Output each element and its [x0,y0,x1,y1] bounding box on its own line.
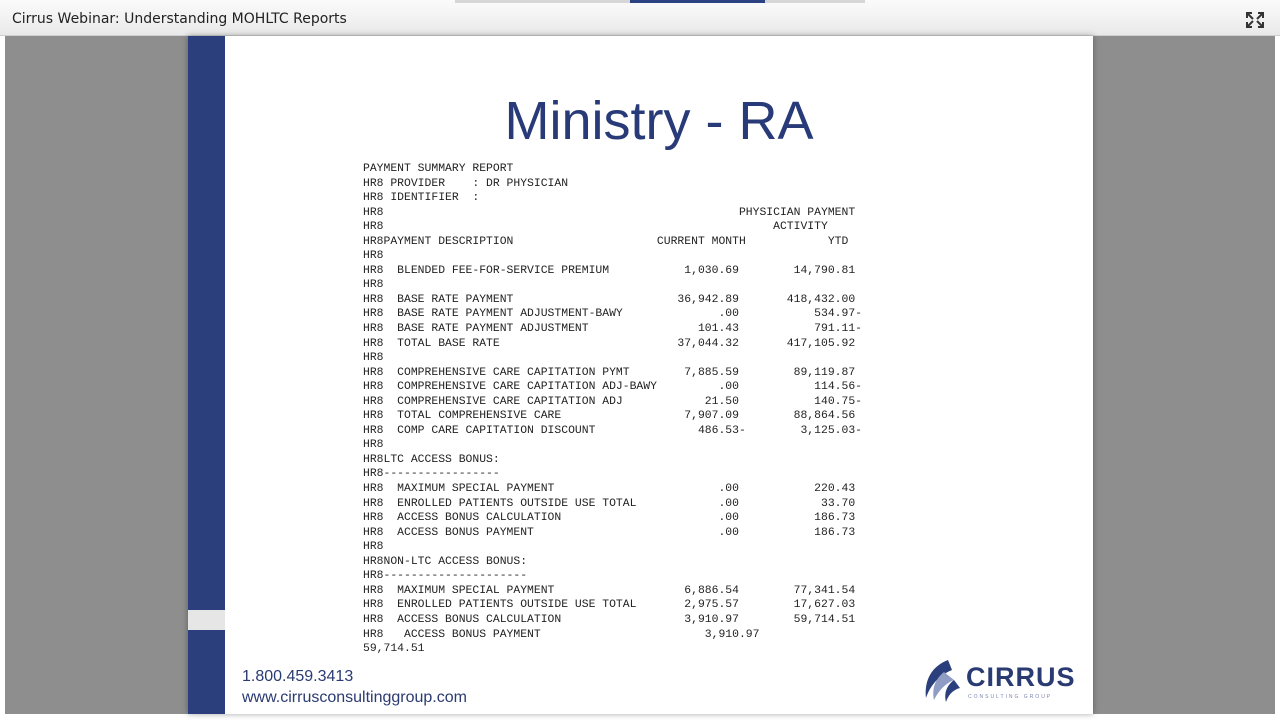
cirrus-logo [918,656,1078,706]
window-titlebar [0,0,1280,36]
report-line: HR8 PROVIDER : DR PHYSICIAN [363,177,569,190]
report-line: HR8 TOTAL BASE RATE 37,044.32 417,105.92 [363,337,856,350]
report-line: HR8NON-LTC ACCESS BONUS: [363,555,528,568]
report-line: HR8 ACCESS BONUS CALCULATION 3,910.97 59,714.51 [363,613,856,626]
report-line: HR8 BASE RATE PAYMENT 36,942.89 418,432.00 [363,293,856,306]
report-line: HR8 COMP CARE CAPITATION DISCOUNT 486.53- 3,125.03- [363,424,862,437]
report-line: HR8 BASE RATE PAYMENT ADJUSTMENT 101.43 791.11- [363,323,862,336]
footer-url: www.cirrusconsultinggroup.com [242,689,467,706]
report-line: HR8 IDENTIFIER : [363,192,480,205]
payment-summary-report [363,162,862,657]
logo-tagline: CONSULTING GROUP [968,694,1053,700]
report-line: HR8 BLENDED FEE-FOR-SERVICE PREMIUM 1,030.69 14,790.81 [363,264,856,277]
report-line: HR8 ACCESS BONUS PAYMENT 3,910.97 [363,628,760,641]
report-line: HR8----------------- [363,468,500,481]
cirrus-swoosh-icon [918,656,966,706]
report-line: HR8 MAXIMUM SPECIAL PAYMENT .00 220.43 [363,483,856,496]
footer-phone: 1.800.459.3413 [242,668,354,685]
report-line: HR8--------------------- [363,570,528,583]
report-line: HR8 BASE RATE PAYMENT ADJUSTMENT-BAWY .00 534.97- [363,308,862,321]
report-line: HR8 PHYSICIAN PAYMENT [363,206,856,219]
report-line: HR8 COMPREHENSIVE CARE CAPITATION PYMT 7,885.59 89,119.87 [363,366,856,379]
report-line: PAYMENT SUMMARY REPORT [363,163,514,175]
report-line: HR8 [363,250,384,263]
side-bar-marker [188,610,225,630]
report-line: HR8 ACCESS BONUS PAYMENT .00 186.73 [363,526,856,539]
report-line: HR8 COMPREHENSIVE CARE CAPITATION ADJ 21.50 140.75- [363,395,862,408]
report-line: HR8PAYMENT DESCRIPTION CURRENT MONTH YTD [363,235,849,248]
report-line: HR8 COMPREHENSIVE CARE CAPITATION ADJ-BAWY .00 114.56- [363,381,862,394]
report-line: HR8 TOTAL COMPREHENSIVE CARE 7,907.09 88,864.56 [363,410,856,423]
slide-title: Ministry - RA [504,91,814,151]
report-line: 59,714.51 [363,643,425,656]
report-line: HR8 ACCESS BONUS CALCULATION .00 186.73 [363,512,856,525]
report-line: HR8 [363,279,384,292]
slide [188,36,1093,714]
report-line: HR8 ENROLLED PATIENTS OUTSIDE USE TOTAL .00 33.70 [363,497,856,510]
expand-icon [1244,10,1266,30]
report-line: HR8LTC ACCESS BONUS: [363,453,500,466]
fullscreen-button[interactable] [1244,10,1266,30]
report-line: HR8 [363,439,384,452]
logo-wordmark: CIRRUS [966,662,1076,692]
report-line: HR8 [363,541,384,554]
report-line: HR8 MAXIMUM SPECIAL PAYMENT 6,886.54 77,341.54 [363,584,856,597]
report-line: HR8 ACTIVITY [363,221,828,234]
report-line: HR8 [363,352,384,365]
title-accent [630,0,765,3]
window-title: Cirrus Webinar: Understanding MOHLTC Reports [12,11,347,27]
report-line: HR8 ENROLLED PATIENTS OUTSIDE USE TOTAL 2,975.57 17,627.03 [363,599,856,612]
